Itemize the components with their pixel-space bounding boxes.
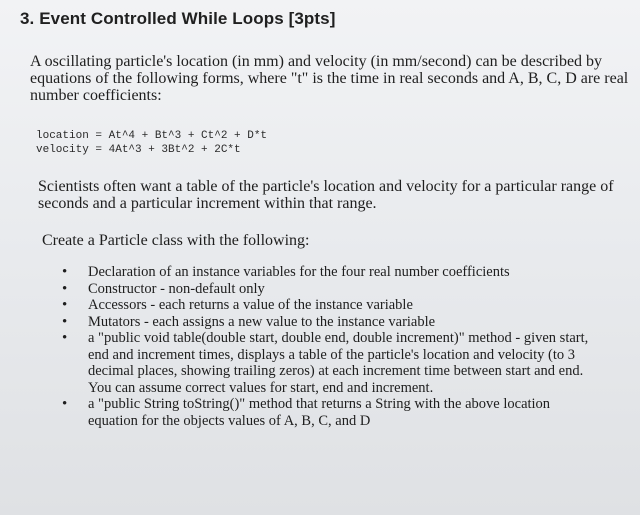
requirements-list (62, 264, 602, 429)
velocity-equation: velocity = 4At^3 + 3Bt^2 + 2C*t (36, 144, 241, 156)
list-item: • Declaration of an instance variables for the four real number coefficients (62, 264, 602, 281)
location-equation: location = At^4 + Bt^3 + Ct^2 + D*t (36, 130, 268, 142)
equations-code-block (36, 129, 267, 157)
question-heading: 3. Event Controlled While Loops [3pts] (20, 9, 336, 28)
list-item: • Accessors - each returns a value of the instance variable (62, 297, 602, 314)
scientists-paragraph: Scientists often want a table of the particle's location and velocity for a particular range of seconds and a particular increment within that range. (38, 178, 614, 212)
list-item: • Mutators - each assigns a new value to the instance variable (62, 314, 602, 331)
list-item: • a "public String toString()" method that returns a String with the above location equation for the objects values of A, B, C, and D (62, 396, 602, 429)
instructions-paragraph: Create a Particle class with the following: (42, 232, 310, 249)
list-item: • a "public void table(double start, double end, double increment)" method - given start, end and increment times, displays a table of the particle's location and velocity (to 3 decimal places, showing trailing zeros) at each increment time between start and end. You can assume correct values for start, end and increment. (62, 330, 602, 396)
intro-paragraph: A oscillating particle's location (in mm) and velocity (in mm/second) can be described by equations of the following forms, where "t" is the time in real seconds and A, B, C, D are real number coefficients: (30, 53, 629, 104)
list-item: • Constructor - non-default only (62, 281, 602, 298)
